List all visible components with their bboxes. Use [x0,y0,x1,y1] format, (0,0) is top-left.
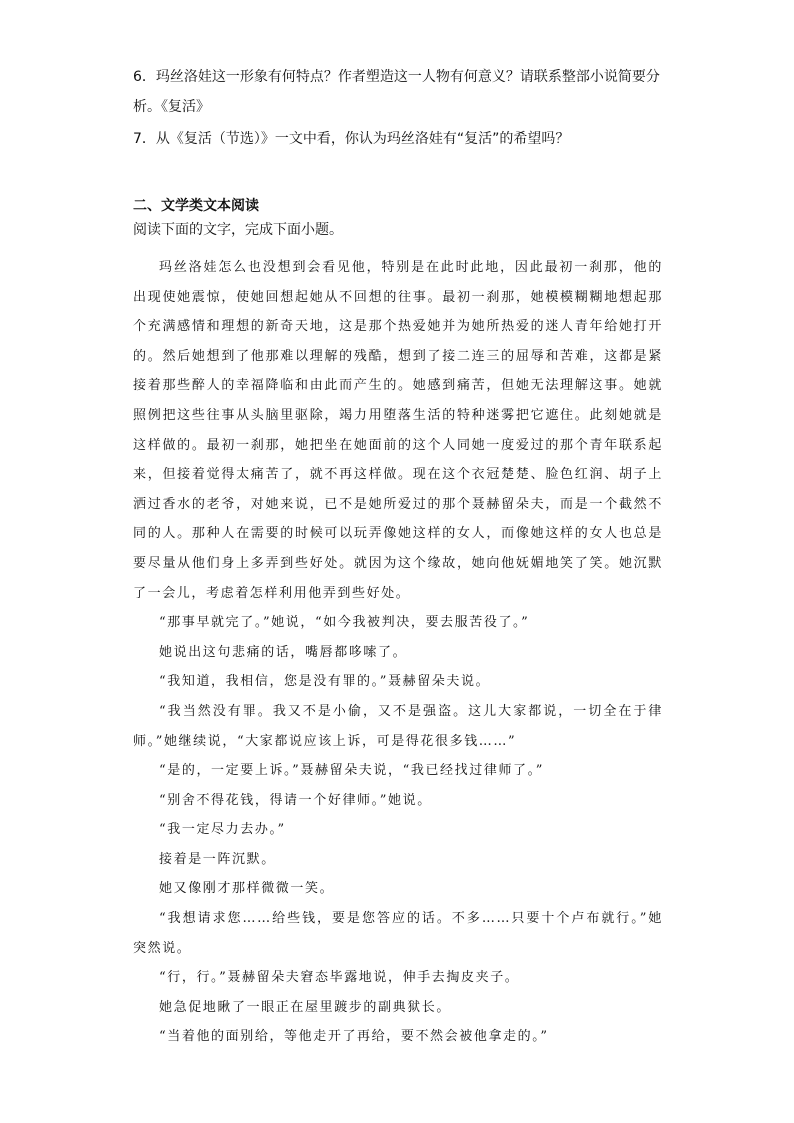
passage-paragraph: 玛丝洛娃怎么也没想到会看见他，特别是在此时此地，因此最初一刹那，他的出现使她震惊，使她回想起她从不回想的往事。最初一刹那，她模模糊糊地想起那个充满感情和理想的新奇天地，这是那个热爱她并为她所热爱的迷人青年给她打开的。然后她想到了他那难以理解的残酷，想到了接二连三的屈辱和苦难，这都是紧接着那些醉人的幸福降临和由此而产生的。她感到痛苦，但她无法理解这事。她就照例把这些往事从头脑里驱除，竭力用堕落生活的特种迷雾把它遮住。此刻她就是这样做的。最初一刹那，她把坐在她面前的这个人同她一度爱过的那个青年联系起来，但接着觉得太痛苦了，就不再这样做。现在这个衣冠楚楚、脸色红润、胡子上洒过香水的老爷，对她来说，已不是她所爱过的那个聂赫留朵夫，而是一个截然不同的人。那种人在需要的时候可以玩弄像她这样的女人，而像她这样的女人也总是要尽量从他们身上多弄到些好处。就因为这个缘故，她向他妩媚地笑了笑。她沉默了一会儿，考虑着怎样利用他弄到些好处。 [133,260,663,601]
passage-paragraph: “我当然没有罪。我又不是小偷，又不是强盗。这儿大家都说，一切全在于律师。”她继续说，“大家都说应该上诉，可是得花很多钱……” [133,703,663,749]
passage-paragraph: 她急促地瞅了一眼正在屋里踱步的副典狱长。 [159,999,452,1015]
question-7-line-1: 7．从《复活（节选）》一文中看，你认为玛丝洛娃有“复活”的希望吗？ [133,131,570,147]
passage-paragraph: “别舍不得花钱，得请一个好律师。”她说。 [159,792,432,808]
passage-paragraph: “我知道，我相信，您是没有罪的。”聂赫留朵夫说。 [159,674,491,690]
passage-paragraph: “那事早就完了。”她说，“如今我被判决，要去服苦役了。” [159,615,530,631]
question-7 [133,124,673,154]
section-title: 二、文学类文本阅读 [133,198,259,214]
question-6-line-2: 析。《复活》 [133,99,210,115]
question-6-line-1: 6．玛丝洛娃这一形象有何特点？作者塑造这一人物有何意义？请联系整部小说简要分 [133,69,660,85]
passage-paragraph: 接着是一阵沉默。 [159,851,276,867]
passage-paragraph: “当着他的面别给，等他走开了再给，要不然会被他拿走的。” [159,1029,549,1045]
passage-paragraph: “是的，一定要上诉。”聂赫留朵夫说，“我已经找过律师了。” [159,763,544,779]
passage-paragraph: “行，行。”聂赫留朵夫窘态毕露地说，伸手去掏皮夹子。 [159,970,520,986]
passage-paragraph: 她说出这句悲痛的话，嘴唇都哆嗦了。 [159,644,408,660]
section-instruction: 阅读下面的文字，完成下面小题。 [133,222,343,238]
passage-paragraph: “我一定尽力去办。” [159,822,286,838]
reading-passage [133,253,663,1052]
question-6 [133,62,673,122]
passage-paragraph: 她又像刚才那样微微一笑。 [159,881,335,897]
passage-paragraph: “我想请求您……给些钱，要是您答应的话。不多……只要十个卢布就行。”她突然说。 [133,911,663,956]
